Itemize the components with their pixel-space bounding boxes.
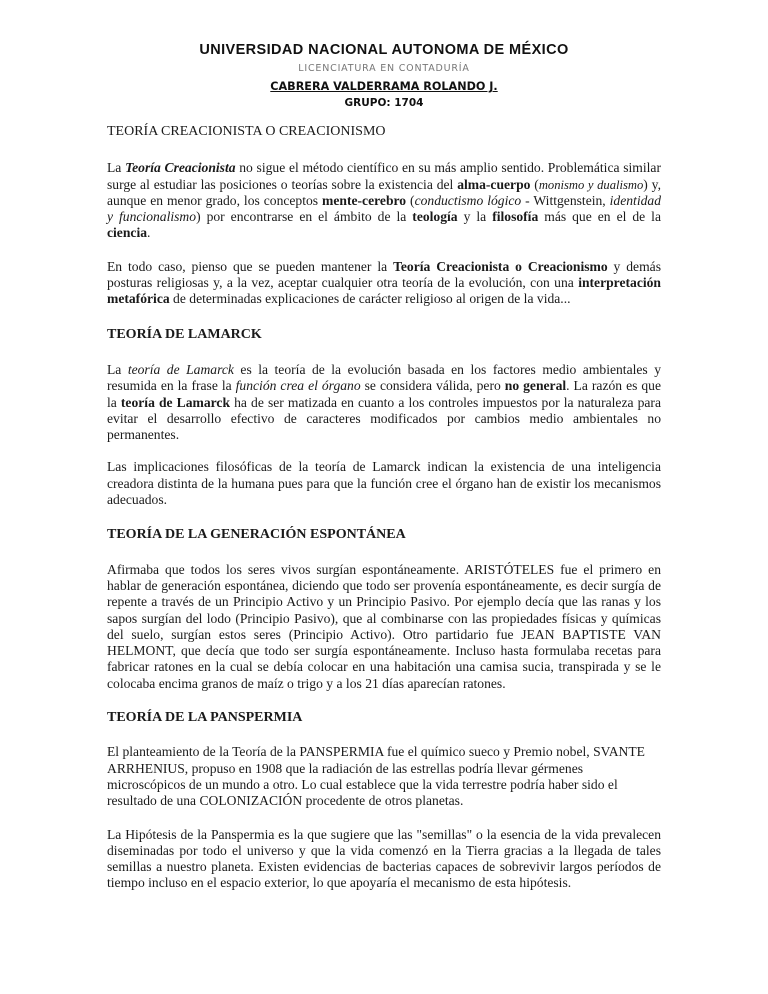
paragraph-creacionismo-1: La Teoría Creacionista no sigue el método científico en su más amplio sentido. Problemática similar surge al estudiar las posiciones o teorías sobre la existencia del alma-cuerpo (monismo y dualismo) y, aunque en menor grado, los conceptos mente-cerebro (conductismo lógico - Wittgenstein, identidad y funcionalismo) por encontrarse en el ámbito de la teología y la filosofía más que en el de la ciencia. bbox=[107, 160, 662, 241]
author-name: CABRERA VALDERRAMA ROLANDO J. bbox=[270, 80, 498, 93]
document-body bbox=[107, 124, 661, 892]
section-title-generacion-espontanea: TEORÍA DE LA GENERACIÓN ESPONTÁNEA bbox=[107, 527, 406, 543]
paragraph-lamarck-1: La teoría de Lamarck es la teoría de la evolución basada en los factores medio ambientales y resumida en la frase la función crea el órgano se considera válida, pero no general. La razón es que la teoría de Lamarck ha de ser matizada en cuanto a los controles impuestos por la naturaleza para evitar el desarrollo efectivo de caracteres modificados por cambios medio ambientales no permanentes. bbox=[107, 361, 662, 443]
program-name: LICENCIATURA EN CONTADURÍA bbox=[298, 63, 470, 74]
paragraph-generacion-espontanea: Afirmaba que todos los seres vivos surgían espontáneamente. ARISTÓTELES fue el primero en hablar de generación espontánea, diciendo que todo ser provenía espontáneamente, es decir surgía de repente a través de un Principio Activo y un Principio Pasivo. Por ejemplo decía que las ranas y los sapos surgían del lodo (Principio Pasivo), que al combinarse con las propiedades físicas y químicas del suelo, surgían estos seres (Principio Activo). Otro partidario fue JEAN BAPTISTE VAN HELMONT, que decía que todo ser surgía espontáneamente. Incluso hasta formulaba recetas para fabricar ratones en la cual se debía colocar en una habitación una camisa sucia, transpirada y se le colocaba encima granos de maíz o trigo y a los 21 días aparecían ratones. bbox=[107, 561, 661, 691]
section-title-lamarck: TEORÍA DE LAMARCK bbox=[107, 326, 262, 342]
section-title-panspermia: TEORÍA DE LA PANSPERMIA bbox=[107, 710, 303, 726]
section-title-creacionismo: TEORÍA CREACIONISTA O CREACIONISMO bbox=[107, 124, 386, 139]
group-label: GRUPO: 1704 bbox=[344, 97, 424, 109]
paragraph-lamarck-2: Las implicaciones filosóficas de la teoría de Lamarck indican la existencia de una inteligencia creadora distinta de la humana pues para que la función cree el órgano han de existir los mecanismos adecuados. bbox=[107, 459, 661, 508]
paragraph-panspermia-2: La Hipótesis de la Panspermia es la que sugiere que las "semillas" o la esencia de la vida prevalecen diseminadas por todo el universo y que la vida comenzó en la Tierra gracias a la llegada de tales semillas a nuestro planeta. Existen evidencias de bacterias capaces de sobrevivir largos períodos de tiempo incluso en el espacio exterior, lo que apoyaría el mecanismo de esta hipótesis. bbox=[107, 826, 661, 891]
paragraph-panspermia-1: El planteamiento de la Teoría de la PANSPERMIA fue el químico sueco y Premio nobel, SVANTE ARRHENIUS, propuso en 1908 que la radiación de las estrellas podría llevar gérmenes microscópicos de un mundo a otro. Lo cual establece que la vida terrestre podría haber sido el resultado de una COLONIZACIÓN procedente de otros planetas. bbox=[107, 744, 645, 809]
university-title: UNIVERSIDAD NACIONAL AUTONOMA DE MÉXICO bbox=[199, 42, 569, 58]
paragraph-creacionismo-2: En todo caso, pienso que se pueden mantener la Teoría Creacionista o Creacionismo y demás posturas religiosas y, a la vez, aceptar cualquier otra teoría de la evolución, con una interpretación metafórica de determinadas explicaciones de carácter religioso al origen de la vida... bbox=[107, 258, 661, 307]
